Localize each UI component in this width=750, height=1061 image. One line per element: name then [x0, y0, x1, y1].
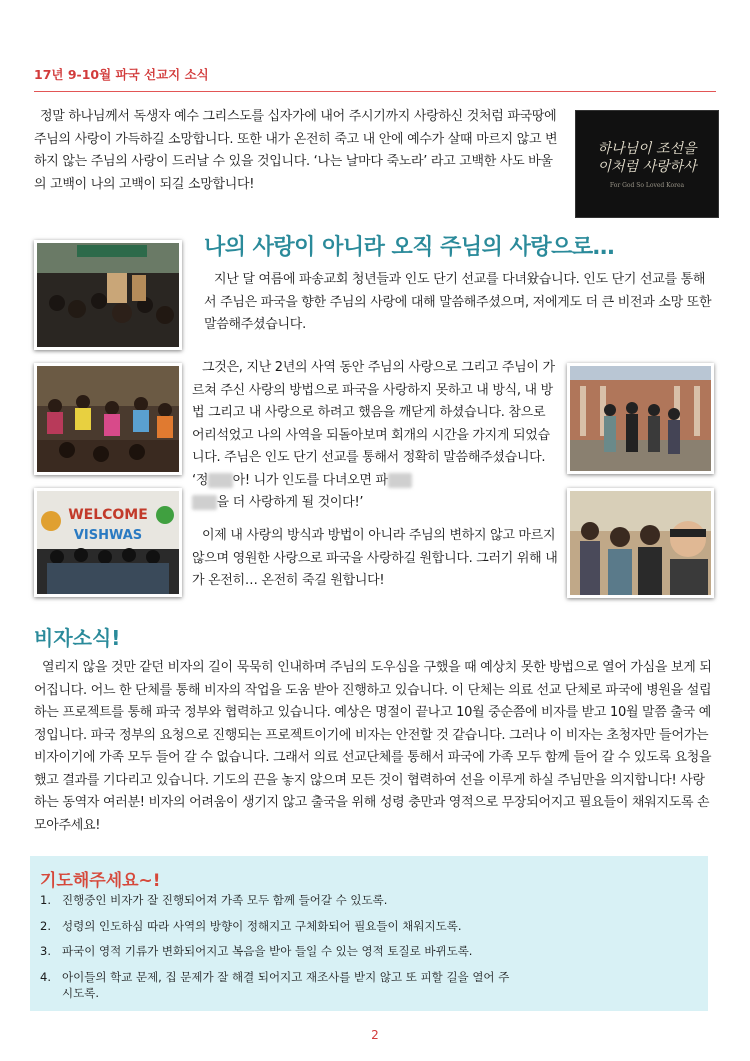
- photo-children-dancing: [34, 363, 182, 475]
- visa-paragraph: 열리지 않을 것만 같던 비자의 길이 묵묵히 인내하며 주님의 도우심을 구했을 때 예상치 못한 방법으로 열어 가심을 보게 되어집니다. 어느 한 단체를 통해 비자의 작업을 도움 받아 진행하고 있습니다. 이 단체는 의료 선교 단체로 파국에 병원을 설립하는 프로젝트를 통해 파국 정부와 협력하고 있습니다. 예상은 명절이 끝나고 10월 중순쯤에 비자를 받고 10월 말쯤 출국 예정입니다. 파국 정부의 요청으로 진행되는 프로젝트이기에 비자는 안전할 것 같습니다. 그러나 이 비자는 초청자만 들어가는 비자이기에 가족 모두 들어 갈 수 없습니다. 그래서 의료 선교단체를 통해서 파국에 가족 모두 함께 들어 갈 수 있도록 요청을 했고 결과를 기다리고 있습니다. 기도의 끈을 놓지 않으며 모든 것이 협력하여 선을 이루게 하실 주님만을 의지합니다! 사랑하는 동역자 여러분! 비자의 어려움이 생기지 않고 출국을 위해 성령 충만과 영적으로 무장되어지고 필요들이 채워지도록 손모아주세요!: [34, 660, 712, 833]
- prayer-item-text: 진행중인 비자가 잘 진행되어져 가족 모두 함께 들어갈 수 있도록.: [62, 893, 388, 907]
- prayer-item-number: 2.: [40, 918, 51, 933]
- intro-paragraph: 정말 하나님께서 독생자 예수 그리스도를 십자가에 내어 주시기까지 사랑하신 것처럼 파국땅에 주님의 사랑이 가득하길 소망합니다. 또한 내가 온전히 죽고 내 안에 예수가 살때 마르지 않고 변하지 않는 주님의 사랑이 드러날 수 있을 것입니다. ‘나는 날마다 죽노라’ 라고 고백한 사도 바울의 고백이 나의 고백이 되길 소망합니다!: [34, 109, 558, 192]
- redacted-name: [208, 473, 233, 488]
- section-heading: 나의 사랑이 아니라 오직 주님의 사랑으로…: [204, 235, 615, 260]
- reflection-text-c: 을 더 사랑하게 될 것이다!’: [216, 495, 364, 510]
- prayer-item: [40, 892, 510, 908]
- reflection-text-a: 그것은, 지난 2년의 사역 동안 주님의 사랑으로 그리고 주님이 가르쳐 주신 사랑의 방법으로 파국을 사랑하지 못하고 내 방식, 내 방법 그리고 내 사랑으로 하려고 했음을 깨닫게 하셨습니다. 참으로 어리석었고 나의 사역을 되돌아보며 회개의 시간을 가지게 되었습니다. 주님은 인도 단기 선교를 통해서 정확히 말씀해주셨습니다. ‘정: [192, 360, 555, 488]
- visa-heading: 비자소식!: [34, 626, 121, 650]
- prayer-item-text: 성령의 인도하심 따라 사역의 방향이 정해지고 구체화되어 필요들이 채워지도록.: [62, 918, 462, 933]
- page-number: 2: [371, 1028, 379, 1042]
- prayer-item-text: 파국이 영적 기류가 변화되어지고 복음을 받아 들일 수 있는 영적 토질로 바뀌도록.: [62, 944, 473, 958]
- prayer-item-number: 1.: [40, 893, 51, 907]
- photo-welcome-vishwas: [34, 488, 182, 597]
- paragraph-commitment: 이제 내 사랑의 방식과 방법이 아니라 주님의 변하지 않고 마르지 않으며 영원한 사랑으로 파국을 사랑하길 원합니다. 그러기 위해 내가 온전히… 온전히 죽길 원합니다!: [192, 528, 558, 588]
- redacted-country-2: [192, 495, 217, 510]
- prayer-item-number: 4.: [40, 969, 51, 984]
- redacted-country: [388, 473, 413, 488]
- prayer-list: [40, 892, 510, 1010]
- photo-group-at-building: [567, 363, 714, 474]
- calligraphy-subtitle: For God So Loved Korea: [609, 181, 685, 189]
- reflection-text-b: 아! 니가 인도를 다녀오면 파: [232, 472, 388, 488]
- prayer-item: [40, 943, 510, 959]
- prayer-item: [40, 969, 510, 1001]
- paragraph-mission-trip: 지난 달 여름에 파송교회 청년들과 인도 단기 선교를 다녀왔습니다. 인도 단기 선교를 통해서 주님은 파국을 향한 주님의 사랑에 대해 말씀해주셨으며, 저에게도 더 큰 비전과 소망 또한 말씀해주셨습니다.: [204, 272, 712, 332]
- prayer-item: [40, 918, 510, 934]
- photo-selfie-group: [567, 488, 714, 598]
- prayer-item-number: 3.: [40, 944, 51, 958]
- photo-church-gathering: [34, 240, 182, 350]
- calligraphy-line2: 이처럼 사랑하사: [597, 158, 697, 175]
- prayer-item-text: 아이들의 학교 문제, 집 문제가 잘 해결 되어지고 재조사를 받지 않고 또 피할 길을 열어 주시도록.: [62, 969, 510, 1000]
- calligraphy-line1: 하나님이 조선을: [597, 140, 697, 157]
- calligraphy-image: [575, 110, 719, 218]
- newsletter-title: 17년 9-10월 파국 선교지 소식: [34, 67, 209, 82]
- prayer-title: 기도해주세요~!: [40, 871, 161, 891]
- header-divider: [34, 91, 716, 92]
- paragraph-reflection: [192, 357, 560, 515]
- svg-text:WELCOME: WELCOME: [68, 507, 148, 523]
- svg-text:VISHWAS: VISHWAS: [73, 528, 143, 543]
